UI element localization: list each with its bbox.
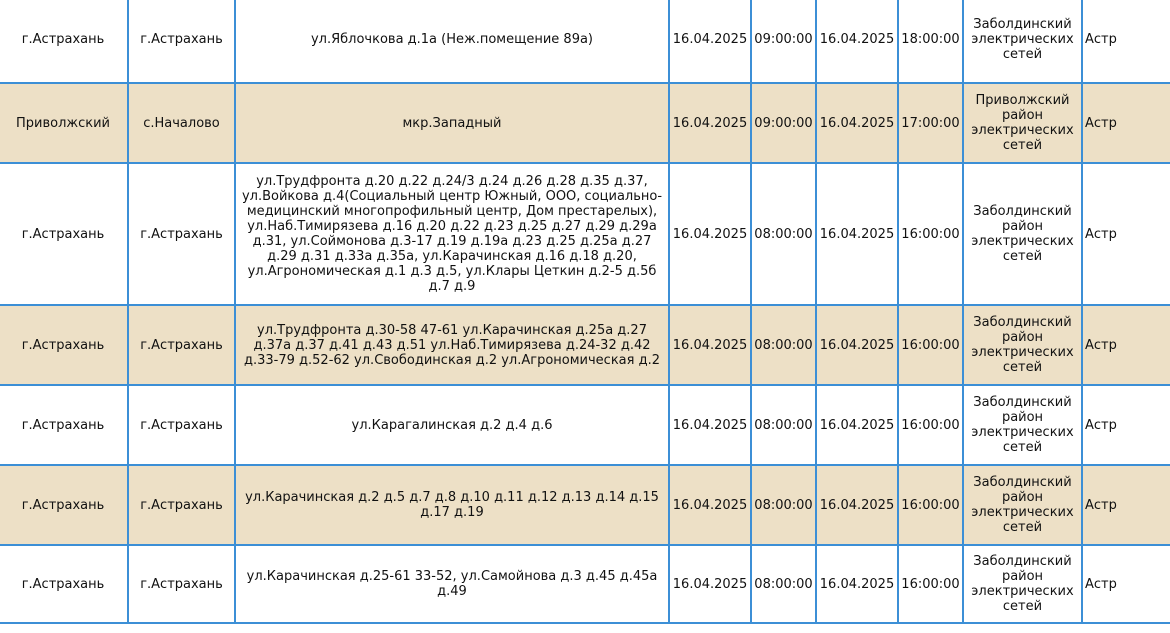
address-cell: ул.Карачинская д.2 д.5 д.7 д.8 д.10 д.11 д.12 д.13 д.14 д.15 д.17 д.19 (235, 465, 669, 545)
district-cell: Приволжский (0, 83, 128, 163)
organization-line: электрических (971, 584, 1074, 599)
organization-line: район (1001, 410, 1044, 425)
locality-cell: с.Началово (128, 83, 235, 163)
district-cell: г.Астрахань (0, 163, 128, 305)
start-time-cell: 08:00:00 (751, 545, 816, 623)
organization-line: электрических (971, 505, 1074, 520)
truncated-cell: Астр (1082, 83, 1170, 163)
organization-line: электрических (971, 234, 1074, 249)
end-date-cell: 16.04.2025 (816, 163, 898, 305)
end-date-cell: 16.04.2025 (816, 83, 898, 163)
district-cell: г.Астрахань (0, 0, 128, 83)
district-cell: г.Астрахань (0, 465, 128, 545)
organization-line: сетей (1002, 138, 1043, 153)
end-date-cell: 16.04.2025 (816, 545, 898, 623)
start-time-cell: 09:00:00 (751, 83, 816, 163)
address-cell: мкр.Западный (235, 83, 669, 163)
district-cell: г.Астрахань (0, 305, 128, 385)
end-time-cell: 16:00:00 (898, 465, 963, 545)
start-date-cell: 16.04.2025 (669, 83, 751, 163)
organization-line: электрических (971, 425, 1074, 440)
organization-line: Заболдинский (973, 475, 1072, 490)
organization-line: электрических (971, 31, 1074, 47)
organization-line: район (1001, 569, 1044, 584)
organization-line: сетей (1002, 46, 1043, 62)
end-date-cell: 16.04.2025 (816, 305, 898, 385)
organization-line: район (1001, 330, 1044, 345)
organization-cell (963, 163, 1082, 305)
organization-cell (963, 83, 1082, 163)
table-row (0, 305, 1170, 385)
organization-line: район (1001, 490, 1044, 505)
end-time-cell: 16:00:00 (898, 545, 963, 623)
end-time-cell: 16:00:00 (898, 305, 963, 385)
organization-line: район (1001, 219, 1044, 234)
table-row (0, 163, 1170, 305)
end-time-cell: 16:00:00 (898, 163, 963, 305)
organization-line: Заболдинский (973, 16, 1072, 32)
locality-cell: г.Астрахань (128, 385, 235, 465)
organization-line: электрических (971, 345, 1074, 360)
locality-cell: г.Астрахань (128, 465, 235, 545)
organization-line: сетей (1002, 249, 1043, 264)
organization-line: Заболдинский (973, 395, 1072, 410)
start-date-cell: 16.04.2025 (669, 0, 751, 83)
start-date-cell: 16.04.2025 (669, 465, 751, 545)
organization-cell (963, 305, 1082, 385)
organization-cell (963, 0, 1082, 83)
organization-line: Заболдинский (973, 554, 1072, 569)
truncated-cell: Астр (1082, 163, 1170, 305)
end-time-cell: 18:00:00 (898, 0, 963, 83)
organization-line: Заболдинский (973, 204, 1072, 219)
start-time-cell: 08:00:00 (751, 385, 816, 465)
address-cell: ул.Трудфронта д.30-58 47-61 ул.Карачинская д.25а д.27 д.37а д.37 д.41 д.43 д.51 ул.Наб.Тимирязева д.24-32 д.42 д.33-79 д.52-62 ул.Свободинская д.2 ул.Агрономическая д.2 (235, 305, 669, 385)
table-row (0, 385, 1170, 465)
locality-cell: г.Астрахань (128, 0, 235, 83)
organization-line: Заболдинский (973, 315, 1072, 330)
organization-line: Приволжский (975, 93, 1070, 108)
start-date-cell: 16.04.2025 (669, 163, 751, 305)
start-date-cell: 16.04.2025 (669, 385, 751, 465)
end-time-cell: 16:00:00 (898, 385, 963, 465)
organization-line: сетей (1002, 599, 1043, 614)
truncated-cell: Астр (1082, 0, 1170, 83)
start-date-cell: 16.04.2025 (669, 545, 751, 623)
organization-line: сетей (1002, 440, 1043, 455)
table-row (0, 465, 1170, 545)
locality-cell: г.Астрахань (128, 545, 235, 623)
district-cell: г.Астрахань (0, 545, 128, 623)
start-time-cell: 08:00:00 (751, 305, 816, 385)
district-cell: г.Астрахань (0, 385, 128, 465)
table-row (0, 545, 1170, 623)
truncated-cell: Астр (1082, 305, 1170, 385)
end-date-cell: 16.04.2025 (816, 0, 898, 83)
table-row (0, 83, 1170, 163)
organization-line: район (1001, 108, 1044, 123)
address-cell: ул.Трудфронта д.20 д.22 д.24/3 д.24 д.26 д.28 д.35 д.37, ул.Войкова д.4(Социальный центр Южный, ООО, социально-медицинский многопрофильный центр, Дом престарелых), ул.Наб.Тимирязева д.16 д.20 д.22 д.23 д.25 д.27 д.29 д.29а д.31, ул.Соймонова д.3-17 д.19 д.19а д.23 д.25 д.25а д.27 д.29 д.31 д.33а д.35а, ул.Карачинская д.16 д.18 д.20, ул.Агрономическая д.1 д.3 д.5, ул.Клары Цеткин д.2-5 д.5б д.7 д.9 (235, 163, 669, 305)
organization-line: сетей (1002, 520, 1043, 535)
organization-line: сетей (1002, 360, 1043, 375)
start-time-cell: 08:00:00 (751, 465, 816, 545)
truncated-cell: Астр (1082, 465, 1170, 545)
end-date-cell: 16.04.2025 (816, 385, 898, 465)
locality-cell: г.Астрахань (128, 305, 235, 385)
table-row (0, 0, 1170, 83)
address-cell: ул.Карачинская д.25-61 33-52, ул.Самойнова д.3 д.45 д.45а д.49 (235, 545, 669, 623)
organization-cell (963, 385, 1082, 465)
locality-cell: г.Астрахань (128, 163, 235, 305)
address-cell: ул.Яблочкова д.1а (Неж.помещение 89а) (235, 0, 669, 83)
start-time-cell: 09:00:00 (751, 0, 816, 83)
address-cell: ул.Карагалинская д.2 д.4 д.6 (235, 385, 669, 465)
truncated-cell: Астр (1082, 385, 1170, 465)
organization-line: электрических (971, 123, 1074, 138)
organization-cell (963, 545, 1082, 623)
end-date-cell: 16.04.2025 (816, 465, 898, 545)
organization-cell (963, 465, 1082, 545)
truncated-cell: Астр (1082, 545, 1170, 623)
start-time-cell: 08:00:00 (751, 163, 816, 305)
end-time-cell: 17:00:00 (898, 83, 963, 163)
start-date-cell: 16.04.2025 (669, 305, 751, 385)
